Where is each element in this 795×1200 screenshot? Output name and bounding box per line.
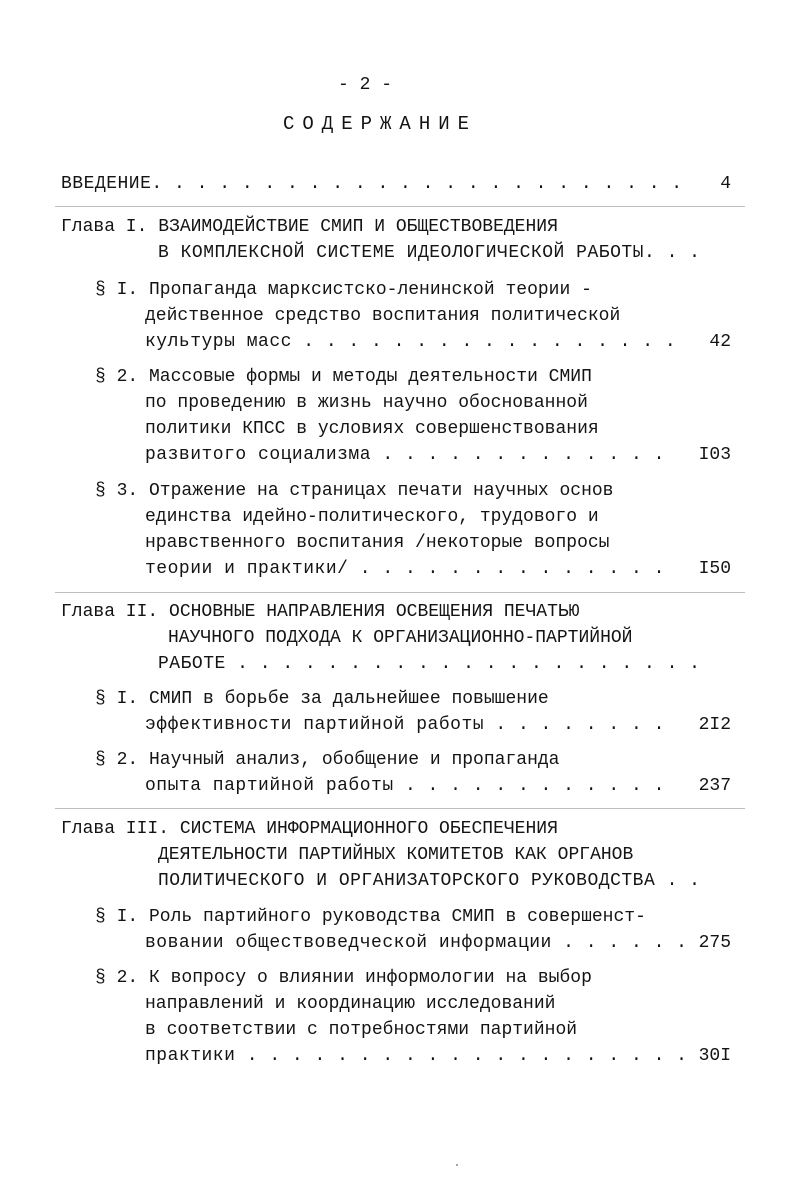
toc-section: § I. Пропаганда марксистско-ленинской теории - (95, 280, 592, 300)
toc-section: нравственного воспитания /некоторые вопросы (145, 533, 610, 553)
page-number: - 2 - (338, 75, 393, 95)
toc-chapter-heading: Глава I. ВЗАИМОДЕЙСТВИЕ СМИП И ОБЩЕСТВОВЕДЕНИЯ (61, 217, 558, 237)
toc-page-number: 237 (698, 776, 731, 796)
toc-section: § 3. Отражение на страницах печати научных основ (95, 481, 614, 501)
divider (55, 206, 745, 207)
toc-chapter-heading: РАБОТЕ . . . . . . . . . . . . . . . . . . . . . (158, 654, 701, 674)
toc-page-number: 4 (720, 174, 731, 194)
toc-section: вовании обществоведческой информации . . . . . . (145, 933, 688, 953)
toc-section: культуры масс . . . . . . . . . . . . . . . . . (145, 332, 677, 352)
toc-chapter-heading: Глава II. ОСНОВНЫЕ НАПРАВЛЕНИЯ ОСВЕЩЕНИЯ ПЕЧАТЬЮ (61, 602, 580, 622)
toc-chapter-heading: В КОМПЛЕКСНОЙ СИСТЕМЕ ИДЕОЛОГИЧЕСКОЙ РАБОТЫ. . . (158, 243, 701, 263)
toc-section: теории и практики/ . . . . . . . . . . . . . . (145, 559, 665, 579)
toc-section: направлений и координацию исследований (145, 994, 556, 1014)
toc-section: § I. Роль партийного руководства СМИП в совершенст- (95, 907, 646, 927)
toc-page-number: 30I (698, 1046, 731, 1066)
divider (55, 808, 745, 809)
toc-page-number: I03 (698, 445, 731, 465)
toc-chapter-heading: ПОЛИТИЧЕСКОГО И ОРГАНИЗАТОРСКОГО РУКОВОДСТВА . . (158, 871, 701, 891)
toc-section: § I. СМИП в борьбе за дальнейшее повышение (95, 689, 549, 709)
toc-section: § 2. Массовые формы и методы деятельности СМИП (95, 367, 592, 387)
toc-section: политики КПСС в условиях совершенствования (145, 419, 599, 439)
toc-section: § 2. К вопросу о влиянии информологии на выбор (95, 968, 592, 988)
toc-section: опыта партийной работы . . . . . . . . . . . . (145, 776, 665, 796)
toc-page-number: 2I2 (698, 715, 731, 735)
toc-line: ВВЕДЕНИЕ. . . . . . . . . . . . . . . . . . . . . . . . (61, 174, 683, 194)
toc-page-number: 275 (698, 933, 731, 953)
toc-section: развитого социализма . . . . . . . . . . . . . (145, 445, 665, 465)
toc-page-number: I50 (698, 559, 731, 579)
toc-section: § 2. Научный анализ, обобщение и пропаганда (95, 750, 560, 770)
page-title: СОДЕРЖАНИЕ (283, 113, 478, 135)
scan-speck (456, 1164, 458, 1166)
toc-chapter-heading: ДЕЯТЕЛЬНОСТИ ПАРТИЙНЫХ КОМИТЕТОВ КАК ОРГАНОВ (158, 845, 634, 865)
toc-section: эффективности партийной работы . . . . . . . . (145, 715, 665, 735)
toc-section: практики . . . . . . . . . . . . . . . . . . . . (145, 1046, 688, 1066)
toc-section: действенное средство воспитания политической (145, 306, 621, 326)
toc-section: в соответствии с потребностями партийной (145, 1020, 578, 1040)
toc-page-number: 42 (709, 332, 731, 352)
toc-section: единства идейно-политического, трудового и (145, 507, 599, 527)
toc-chapter-heading: Глава III. СИСТЕМА ИНФОРМАЦИОННОГО ОБЕСПЕЧЕНИЯ (61, 819, 558, 839)
toc-chapter-heading: НАУЧНОГО ПОДХОДА К ОРГАНИЗАЦИОННО-ПАРТИЙНОЙ (168, 628, 633, 648)
divider (55, 592, 745, 593)
toc-section: по проведению в жизнь научно обоснованной (145, 393, 588, 413)
